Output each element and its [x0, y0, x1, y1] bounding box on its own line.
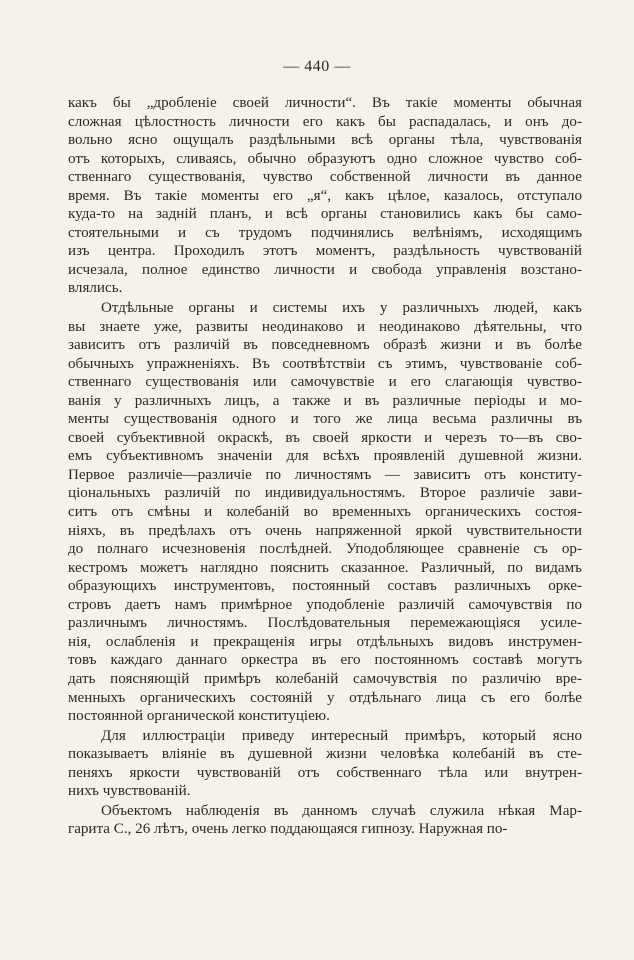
text-line: ціональныхъ различій по индивидуальностямъ. Второе различіе зави- [68, 485, 582, 502]
text-line: гарита С., 26 лѣтъ, очень легко поддающаяся гипнозу. Наружная по- [68, 821, 508, 838]
text-line: сложная цѣлостность личности его какъ бы распадалась, и онъ до- [68, 113, 582, 130]
text-line: менты существованія одного и того же лица весьма различны въ [68, 411, 582, 428]
text-line: ніяхъ, въ предѣлахъ отъ очень напряженной яркой чувствительности [68, 522, 582, 539]
paragraph [68, 94, 582, 298]
paragraph [68, 727, 582, 801]
text-line: нія, ослабленія и прекращенія игры отдѣльныхъ видовъ инструмен- [68, 633, 582, 650]
text-line: образующихъ инструментовъ, постоянный составъ различныхъ орке- [68, 578, 582, 595]
text-line: Первое различіе—различіе по личностямъ — зависитъ отъ конститу- [68, 466, 582, 483]
text-line: стровъ даетъ намъ примѣрное уподобленіе различій самочувствія по [68, 596, 582, 613]
text-line: постоянной органической конституціею. [68, 708, 330, 725]
text-line: изъ центра. Проходилъ этотъ моментъ, раздѣльность чувствованій [68, 243, 582, 260]
text-line: вы знаете уже, развиты неодинаково и неодинаково дѣятельны, что [68, 318, 582, 335]
text-line: обычныхъ упражненіяхъ. Въ соотвѣтствіи съ этимъ, чувствованіе соб- [68, 355, 582, 372]
text-line: показываетъ вліяніе въ душевной жизни человѣка колебаній въ сте- [68, 746, 582, 763]
text-line: различнымъ личностямъ. Послѣдовательныя перемежающіяся усиле- [68, 615, 582, 632]
paragraph [68, 802, 582, 839]
text-line: Для иллюстраціи приведу интересный примѣръ, который ясно [101, 727, 582, 744]
text-line: ственнаго существованія, чувство собственной личности въ данное [68, 169, 582, 186]
text-line: Отдѣльные органы и системы ихъ у различныхъ людей, какъ [101, 300, 582, 317]
page-number: — 440 — [283, 58, 351, 75]
text-line: какъ бы „дробленіе своей личности“. Въ такіе моменты обычная [68, 95, 582, 111]
text-line: Объектомъ наблюденія въ данномъ случаѣ служила нѣкая Мар- [101, 802, 582, 819]
text-line: пеняхъ яркости чувствованій отъ собственнаго тѣла или внутрен- [68, 764, 582, 781]
text-line: стоятельными и съ трудомъ подчинялись велѣніямъ, исходящимъ [68, 224, 582, 241]
text-line: ственнаго существованія или самочувствіе и его слагающія чувство- [68, 374, 582, 391]
text-line: зависитъ отъ различій въ повседневномъ образѣ жизни и въ болѣе [68, 337, 582, 354]
text-line: исчезала, полное единство личности и свобода управленія возстано- [68, 261, 582, 278]
text-line: нихъ чувствованій. [68, 783, 191, 800]
text-line: ситъ отъ смѣны и колебаній во временныхъ органическихъ состоя- [68, 504, 582, 521]
text-line: время. Въ такіе моменты его „я“, какъ цѣлое, казалось, отступало [68, 187, 582, 204]
text-line: отъ которыхъ, сливаясь, обычно образуютъ одно сложное чувство соб- [68, 150, 582, 167]
body-text [68, 94, 582, 839]
text-line: влялись. [68, 280, 123, 297]
text-line: кестромъ можетъ наглядно пояснить сказанное. Различный, по видамъ [68, 559, 582, 576]
text-line: дать поясняющій примѣръ колебаній самочувствія по различію вре- [68, 670, 582, 687]
text-line: ванія у различныхъ лицъ, а также и въ различные періоды и мо- [68, 392, 582, 409]
text-line: емъ субъективномъ значеніи для всѣхъ проявленій душевной жизни. [68, 448, 582, 465]
text-line: своей субъективной окраскѣ, въ своей яркости и черезъ то—въ сво- [68, 429, 582, 446]
paragraph [68, 299, 582, 726]
text-line: вольно ясно ощущалъ раздѣльными всѣ органы тѣла, чувствованія [68, 132, 582, 149]
text-line: товъ каждаго даннаго оркестра въ его постоянномъ составѣ могутъ [68, 652, 582, 669]
text-line: менныхъ органическихъ состояній у отдѣльнаго лица съ его болѣе [68, 689, 582, 706]
text-line: до полнаго исчезновенія послѣдней. Уподобляющее сравненіе съ ор- [68, 541, 582, 558]
text-line: куда-то на задній планъ, и всѣ органы становились какъ бы само- [68, 206, 582, 223]
